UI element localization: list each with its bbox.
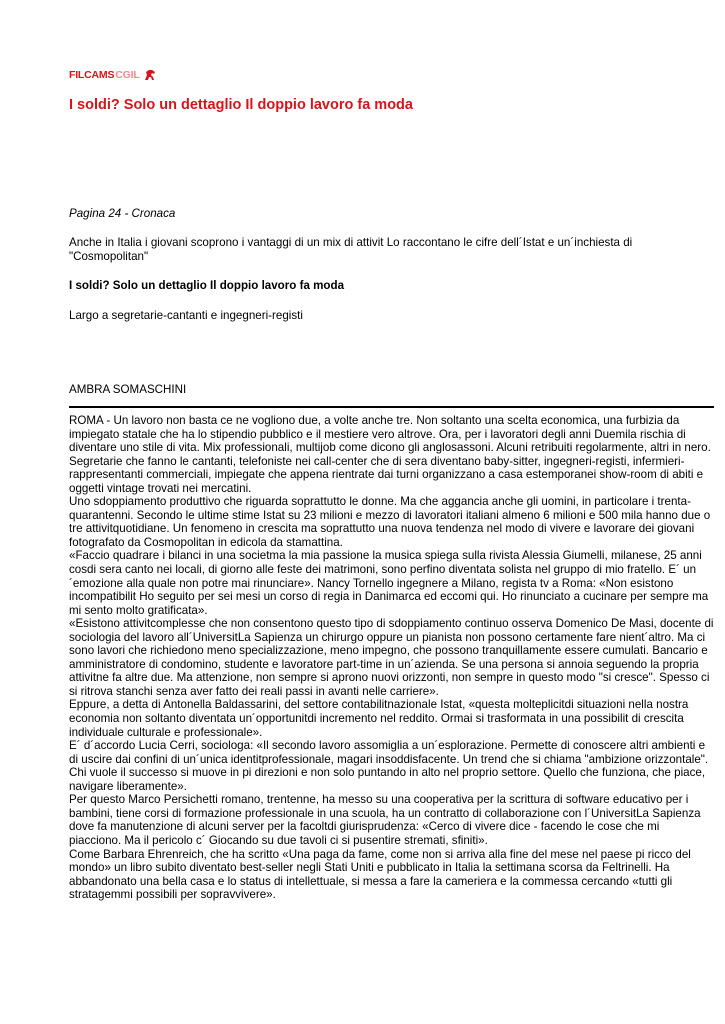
author-byline: AMBRA SOMASCHINI	[69, 383, 187, 396]
article-tagline: Largo a segretarie-cantanti e ingegneri-registi	[69, 309, 303, 322]
body-paragraph: Per questo Marco Persichetti romano, trentenne, ha messo su una cooperativa per la scrittura di software educativo per i bambini, tiene corsi di formazione professionale in una scuola, ha un contratto di collaborazione con l´UniversitLa Sapienza dove fa manutenzione di alcuni server per la facoltdi giurisprudenza: «Cerco di vivere dice - facendo le cose che mi piacciono. Ma il pericolo c´ Giocando su due tavoli ci si pusentire stremati, sfiniti».	[69, 793, 701, 847]
divider	[69, 406, 714, 408]
body-paragraph: «Esistono attivitcomplesse che non consentono questo tipo di sdoppiamento continuo osserva Domenico De Masi, docente di sociologia del lavoro all´UniversitLa Sapienza un chirurgo oppure un pianista non possono certamente fare nient´altro. Ma ci sono lavori che richiedono meno specializzazione, meno impegno, che possono tranquillamente essere cumulati. Bancario e amministratore di condomino, studente e lavoratore part-time in un´azienda. Se una persona si annoia seguendo la propria attivitne fa altre due. Ma attenzione, non sempre si aprono nuovi orizzonti, non sempre in questo modo "si cresce". Spesso ci si ritrova stanchi senza aver fatto dei reali passi in avanti nelle carriere».	[69, 617, 714, 698]
horse-icon	[143, 68, 157, 82]
page-reference: Pagina 24 - Cronaca	[69, 207, 176, 220]
headline: I soldi? Solo un dettaglio Il doppio lavoro fa moda	[69, 97, 413, 113]
body-paragraph: Uno sdoppiamento produttivo che riguarda soprattutto le donne. Ma che aggancia anche gli uomini, in particolare i trenta-quarantenni. Secondo le ultime stime Istat su 23 milioni e mezzo di lavoratori italiani almeno 6 milioni e 500 mila hanno due o tre attivitquotidiane. Un fenomeno in crescita ma soprattutto una nuova tendenza nel modo di vivere e lavorare dei giovani fotografato da Cosmopolitan in edicola da stamattina.	[69, 495, 711, 549]
body-paragraph: E´ d´accordo Lucia Cerri, sociologa: «Il secondo lavoro assomiglia a un´esplorazione. Permette di conoscere altri ambienti e di uscire dai confini di un´unica identitprofessionale, magari insoddisfacente. Un trend che si chiama "ambizione orizzontale". Chi vuole il successo si muove in pi direzioni e non solo puntando in alto nel proprio settore. Quello che funziona, che piace, navigare liberamente».	[69, 739, 709, 793]
body-paragraph: Eppure, a detta di Antonella Baldassarini, del settore contabilitnazionale Istat, «questa molteplicitdi situazioni nella nostra economia non soltanto diventata un´opportunitdi incremento nel reddito. Ormai si trasformata in una possibilit di crescita individuale culturale e professionale».	[69, 698, 689, 739]
body-paragraph: Come Barbara Ehrenreich, che ha scritto «Una paga da fame, come non si arriva alla fine del mese nel paese pi ricco del mondo» un libro subito diventato best-seller negli Stati Uniti e pubblicato in Italia la settimana scorsa da Feltrinelli. Ha abbandonato una bella casa e lo status di intellettuale, si messa a fare la cameriera e la commessa cercando «tutti gli stratagemmi possibili per sopravvivere».	[69, 847, 691, 902]
subheadline: Anche in Italia i giovani scoprono i vantaggi di un mix di attivit Lo raccontano le cifre dell´Istat e un´inchiesta di "Cosmopolitan"	[69, 236, 633, 263]
logo-wordmark-cgil: CGIL	[115, 69, 140, 81]
logo-wordmark-filcams: FILCAMS	[69, 69, 115, 81]
body-paragraph: «Faccio quadrare i bilanci in una societma la mia passione la musica spiega sulla rivista Alessia Giumelli, milanese, 25 anni cosdi sera canto nei locali, di giorno alle feste dei matrimoni, sono perfino diventata solista nel gruppo di mio fratello. E´ un´emozione alla quale non potre mai rinunciare». Nancy Tornello ingegnere a Milano, regista tv a Roma: «Non esistono incompatibilit Ho seguito per sei mesi un corso di regia in Danimarca ed eccomi qui. Ho rinunciato a cucinare per sempre ma mi sento molto gratificata».	[69, 549, 709, 617]
article-title: I soldi? Solo un dettaglio Il doppio lavoro fa moda	[69, 279, 345, 292]
logo	[69, 67, 157, 83]
article-body	[69, 414, 714, 902]
body-paragraph: ROMA - Un lavoro non basta ce ne vogliono due, a volte anche tre. Non soltanto una scelta economica, una furbizia da impiegato statale che ha lo stipendio pubblico e il mestiere vero altrove. Ora, per i lavoratori degli anni Duemila rischia di diventare uno stile di vita. Mix professionali, multijob come dicono gli anglosassoni. Alcuni retribuiti regolarmente, altri in nero. Segretarie che fanno le cantanti, telefoniste nei call-center che di sera diventano baby-sitter, ingegneri-registi, infermieri-rappresentanti commerciali, impiegate che appena rientrate dai turni organizzano a casa estemporanei show-room di abiti e oggetti vintage trovati nei mercatini.	[69, 414, 711, 495]
